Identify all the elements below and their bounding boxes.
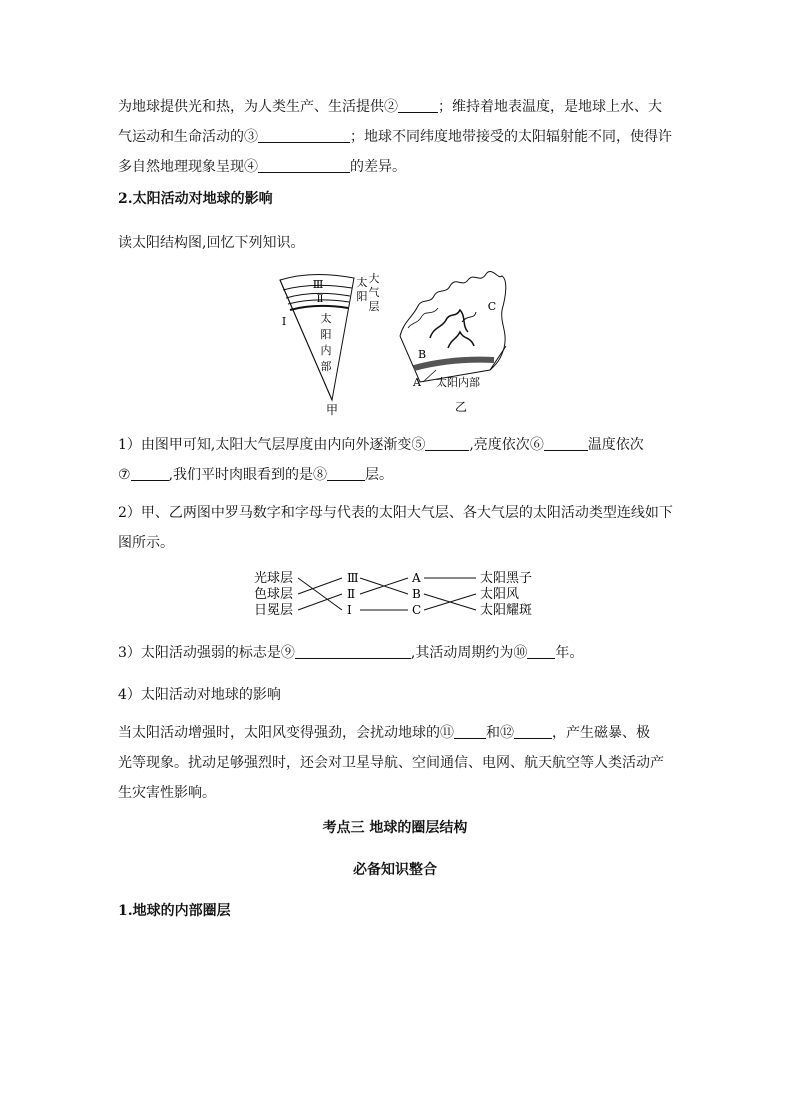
intro-text: 读太阳结构图,回忆下列知识。 xyxy=(118,235,305,251)
match-mid-1: Ⅲ xyxy=(347,571,359,585)
paragraph-solar-radiation: 为地球提供光和热，为人类生产、生活提供② ；维持着地表温度，是地球上水、大 气运动和生命活动的③ ；地球不同纬度地带接受的太阳辐射能不同，使得许 多自然地理现象呈现④ 的差异。 xyxy=(118,99,672,175)
blank-8[interactable] xyxy=(327,466,365,481)
question-1: 1）由图甲可知,太阳大气层厚度由内向外逐渐变⑤ ,亮度依次⑥ 温度依次 ⑦ ,我们平时肉眼看到的是⑧ 层。 xyxy=(118,437,644,483)
blank-11[interactable] xyxy=(454,724,486,739)
side-char-2: 阳 xyxy=(356,290,368,303)
match-left-3: 日冕层 xyxy=(254,603,294,618)
paragraph-solar-impact: 当太阳活动增强时，太阳风变得强劲，会扰动地球的⑪ 和⑫ ，产生磁暴、极 光等现象。扰动足够强烈时，还会对卫星导航、空间通信、电网、航天航空等人类活动产 生灾害性影响。 xyxy=(118,725,664,801)
marker-6: ⑥ xyxy=(529,437,544,453)
side-char-3: 大 xyxy=(368,272,380,285)
label-c: C xyxy=(487,300,497,313)
marker-12: ⑫ xyxy=(500,725,514,741)
blank-4[interactable] xyxy=(258,158,350,173)
figure-jia-label: 甲 xyxy=(325,403,339,417)
blank-10[interactable] xyxy=(527,644,555,659)
label-roman-1: Ⅰ xyxy=(281,315,287,328)
inner-char-3: 内 xyxy=(320,344,332,357)
label-roman-2: Ⅱ xyxy=(316,294,324,305)
blank-6[interactable] xyxy=(544,436,588,451)
inner-char-2: 阳 xyxy=(320,328,332,341)
match-letter-b: B xyxy=(412,587,421,601)
section-heading-earth-interior: 1.地球的内部圈层 xyxy=(118,903,231,919)
match-mid-2: Ⅱ xyxy=(347,587,356,601)
marker-7: ⑦ xyxy=(118,467,131,483)
match-left-1: 光球层 xyxy=(254,571,294,586)
section-title-kaodian-3: 考点三 地球的圈层结构 xyxy=(322,820,468,836)
blank-3[interactable] xyxy=(258,128,350,143)
marker-5: ⑤ xyxy=(411,437,426,453)
marker-10: ⑩ xyxy=(513,645,528,661)
figure-jia-sun-structure xyxy=(268,268,378,418)
match-left-2: 色球层 xyxy=(254,587,294,602)
match-letter-c: C xyxy=(412,603,422,617)
blank-2[interactable] xyxy=(398,98,438,113)
blank-12[interactable] xyxy=(514,724,552,739)
match-right-1: 太阳黑子 xyxy=(480,571,533,586)
inner-char-1: 太 xyxy=(320,312,332,325)
label-b: B xyxy=(417,348,427,361)
question-2: 2）甲、乙两图中罗马数字和字母与代表的太阳大气层、各大气层的太阳活动类型连线如下 图所示。 xyxy=(118,505,673,551)
side-char-4: 气 xyxy=(368,286,380,299)
question-3: 3）太阳活动强弱的标志是⑨ ,其活动周期约为⑩ 年。 xyxy=(118,645,584,661)
blank-5[interactable] xyxy=(425,436,469,451)
label-roman-3: Ⅲ xyxy=(312,278,324,291)
match-letter-a: A xyxy=(412,571,421,585)
question-4: 4）太阳活动对地球的影响 xyxy=(118,687,281,703)
marker-2: ② xyxy=(384,99,398,115)
blank-9[interactable] xyxy=(295,644,411,659)
blank-7[interactable] xyxy=(131,466,169,481)
label-a: A xyxy=(413,376,421,389)
figure-yi-solar-activity xyxy=(390,266,520,418)
section-heading-solar-activity: 2.太阳活动对地球的影响 xyxy=(118,191,273,207)
inner-char-4: 部 xyxy=(320,360,332,373)
figure-yi-label: 乙 xyxy=(454,400,468,414)
match-right-2: 太阳风 xyxy=(480,587,520,602)
matching-diagram xyxy=(250,566,550,626)
marker-11: ⑪ xyxy=(440,725,454,741)
marker-8: ⑧ xyxy=(313,467,328,483)
label-sun-interior: 太阳内部 xyxy=(436,376,480,389)
side-char-5: 层 xyxy=(368,300,380,313)
marker-9: ⑨ xyxy=(280,645,295,661)
match-right-3: 太阳耀斑 xyxy=(480,603,533,618)
side-char-1: 太 xyxy=(356,276,368,289)
match-mid-3: Ⅰ xyxy=(347,603,352,617)
marker-3: ③ xyxy=(244,129,258,145)
marker-4: ④ xyxy=(244,159,258,175)
section-subtitle: 必备知识整合 xyxy=(353,862,437,878)
